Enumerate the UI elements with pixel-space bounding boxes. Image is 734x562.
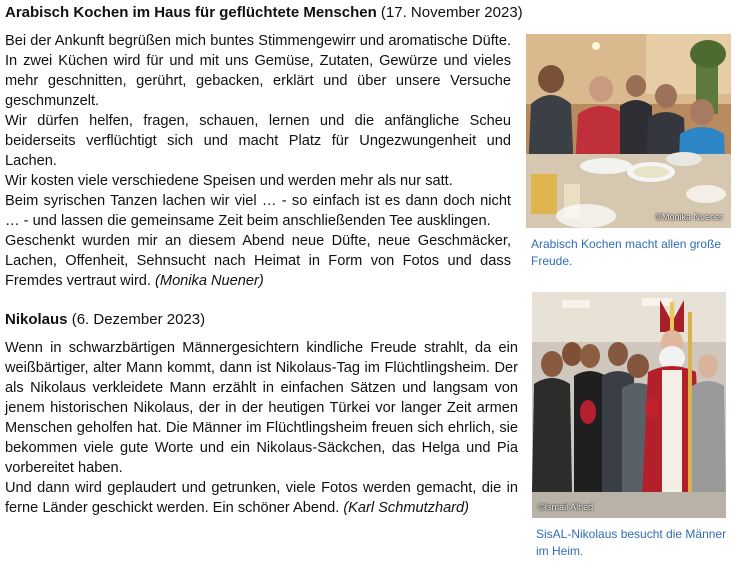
paragraph-last <box>5 231 511 291</box>
article-figure <box>526 34 734 270</box>
photo-credit: ©Ismail Alhed <box>538 502 594 512</box>
article-date: (17. November 2023) <box>380 4 523 21</box>
article-body <box>5 31 511 291</box>
paragraph-text: Und dann wird geplaudert und getrunken, viele Fotos werden gemacht, die in ferne Länder geschickt werden. Ein schöner Abend. <box>5 480 518 516</box>
photo-caption: Arabisch Kochen macht allen große Freude. <box>531 237 722 268</box>
nikolaus-photo-illustration <box>532 292 726 518</box>
paragraph: Wir dürfen helfen, fragen, schauen, lernen und die anfängliche Scheu beiderseits verflüchtigt sich und macht Platz für Ungezwungenheit und Lachen. <box>5 113 511 169</box>
article-arabisch-kochen <box>5 3 734 289</box>
cooking-photo-illustration <box>526 34 731 228</box>
article-headline <box>5 3 734 23</box>
article-figure <box>532 292 732 560</box>
photo-credit: ©Monika Nuener <box>655 212 723 222</box>
photo-caption: SisAL-Nikolaus besucht die Männer im Heim. <box>536 527 727 558</box>
article-title: Nikolaus <box>5 311 68 328</box>
author-signature: (Monika Nuener) <box>155 273 264 289</box>
paragraph-text: Geschenkt wurden mir an diesem Abend neue Düfte, neue Geschmäcker, Lachen, Offenheit, Sehnsucht nach Heimat in Form von Fotos und dass Fremdes vertraut wird. <box>5 233 511 289</box>
nikolaus-photo[interactable] <box>532 292 726 518</box>
author-signature: (Karl Schmutzhard) <box>343 500 470 516</box>
article-date: (6. Dezember 2023) <box>71 311 206 328</box>
article-nikolaus <box>5 310 734 558</box>
article-body <box>5 338 518 518</box>
paragraph: Wir kosten viele verschiedene Speisen und werden mehr als nur satt. <box>5 173 453 189</box>
cooking-photo[interactable] <box>526 34 731 228</box>
paragraph: Beim syrischen Tanzen lachen wir viel … - so einfach ist es dann doch nicht … - und lassen die gemeinsame Zeit beim anschließenden Tee ausklingen. <box>5 193 511 229</box>
paragraph: Bei der Ankunft begrüßen mich buntes Stimmengewirr und aromatische Düfte. In zwei Küchen wird für und mit uns Gemüse, Zutaten, Gewürze und vieles mehr geschnitten, gerührt, gebacken, erklärt und über unsere Versuche geschmunzelt. <box>5 33 511 109</box>
paragraph: Wenn in schwarzbärtigen Männergesichtern kindliche Freude strahlt, da ein weißbärtiger, alter Mann kommt, dann ist Nikolaus-Tag im Flüchtlingsheim. Der als Nikolaus verkleidete Mann erzählt in einfachen Sätzen und langsam von jenem historischen Nikolaus, der in der heutigen Türkei vor langer Zeit armen Menschen geholfen hat. Die Männer im Flüchtlingsheim freuen sich ehrlich, sie bekommen viele gute Worte und ein Nikolaus-Säckchen, das Helga und Pia vorbereitet haben. <box>5 340 518 476</box>
paragraph-last <box>5 478 518 518</box>
article-title: Arabisch Kochen im Haus für geflüchtete Menschen <box>5 4 377 21</box>
